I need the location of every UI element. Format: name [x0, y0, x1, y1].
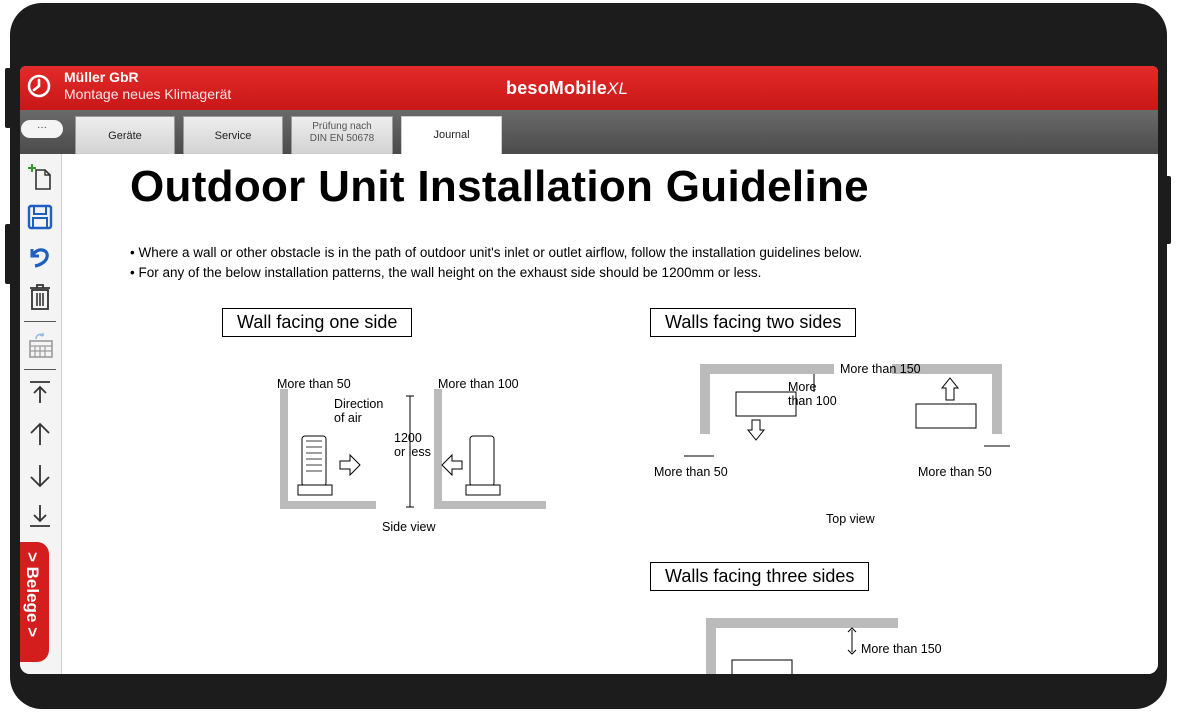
- section-label-two-sides: Walls facing two sides: [650, 308, 856, 337]
- move-top-icon: [28, 379, 52, 405]
- document-title: Outdoor Unit Installation Guideline: [130, 162, 869, 211]
- move-bottom-icon: [28, 503, 52, 529]
- tab-label: Service: [214, 130, 252, 142]
- toolbar-divider: [24, 321, 56, 322]
- move-up-button[interactable]: [24, 418, 56, 450]
- tab-label: Journal: [433, 129, 470, 141]
- calendar-import-icon: [26, 331, 54, 359]
- project-name: Montage neues Klimagerät: [64, 86, 232, 102]
- left-toolbar: [20, 154, 62, 674]
- volume-up-button: [5, 68, 11, 128]
- label-more-than-50: More than 50: [277, 377, 351, 391]
- label-1200: 1200: [394, 431, 422, 445]
- company-name: Müller GbR: [64, 69, 139, 85]
- tab-label-line2: DIN EN 50678: [309, 133, 375, 144]
- tab-journal[interactable]: [401, 116, 502, 154]
- section-label-three-sides: Walls facing three sides: [650, 562, 869, 591]
- app-screen: [20, 66, 1158, 674]
- add-document-icon: [26, 162, 54, 190]
- delete-button[interactable]: [24, 281, 56, 313]
- toolbar-divider: [24, 369, 56, 370]
- move-down-icon: [28, 463, 52, 489]
- label-than-100: than 100: [788, 394, 837, 408]
- section-label-one-side: Wall facing one side: [222, 308, 412, 337]
- move-up-icon: [28, 421, 52, 447]
- save-button[interactable]: [24, 201, 56, 233]
- document-view[interactable]: [72, 154, 1158, 674]
- label-more-than-100: More than 100: [438, 377, 519, 391]
- add-document-button[interactable]: [24, 160, 56, 192]
- label-or-less: or less: [394, 445, 431, 459]
- tab-service[interactable]: [183, 116, 283, 154]
- save-icon: [27, 204, 53, 230]
- belege-drawer-tab[interactable]: [20, 542, 49, 662]
- tab-label: Geräte: [108, 130, 142, 142]
- label-more: More: [788, 380, 817, 394]
- undo-button[interactable]: [24, 240, 56, 272]
- power-button: [1165, 176, 1171, 244]
- move-down-button[interactable]: [24, 460, 56, 492]
- app-title-main: besoMobile: [506, 78, 608, 98]
- move-top-button[interactable]: [24, 376, 56, 408]
- label-more-than-150-three: More than 150: [861, 642, 942, 656]
- tab-pruefung[interactable]: [291, 116, 393, 154]
- calendar-import-button[interactable]: [24, 329, 56, 361]
- label-more-than-50-left: More than 50: [654, 465, 728, 479]
- clock-icon[interactable]: [27, 74, 51, 98]
- app-title: [506, 78, 628, 99]
- undo-icon: [27, 243, 53, 269]
- label-more-than-150: More than 150: [840, 362, 921, 376]
- belege-label: > Belege >: [23, 552, 42, 638]
- label-of-air: of air: [334, 411, 362, 425]
- tab-label-line1: Prüfung nach: [312, 121, 372, 132]
- more-menu-button[interactable]: ···: [21, 120, 63, 138]
- caption-side-view: Side view: [382, 520, 436, 534]
- document-bullet: • For any of the below installation patterns, the wall height on the exhaust side should be 1200mm or less.: [130, 265, 762, 280]
- document-bullet: • Where a wall or other obstacle is in the path of outdoor unit's inlet or outlet airflow, follow the installation guidelines below.: [130, 245, 863, 260]
- label-direction: Direction: [334, 397, 384, 411]
- app-title-suffix: XL: [607, 79, 629, 98]
- label-more-than-50-right: More than 50: [918, 465, 992, 479]
- app-header: [20, 66, 1158, 110]
- delete-icon: [28, 283, 52, 311]
- move-bottom-button[interactable]: [24, 500, 56, 532]
- caption-top-view: Top view: [826, 512, 875, 526]
- tab-bar: [20, 110, 1158, 154]
- tab-geraete[interactable]: [75, 116, 175, 154]
- volume-down-button: [5, 224, 11, 284]
